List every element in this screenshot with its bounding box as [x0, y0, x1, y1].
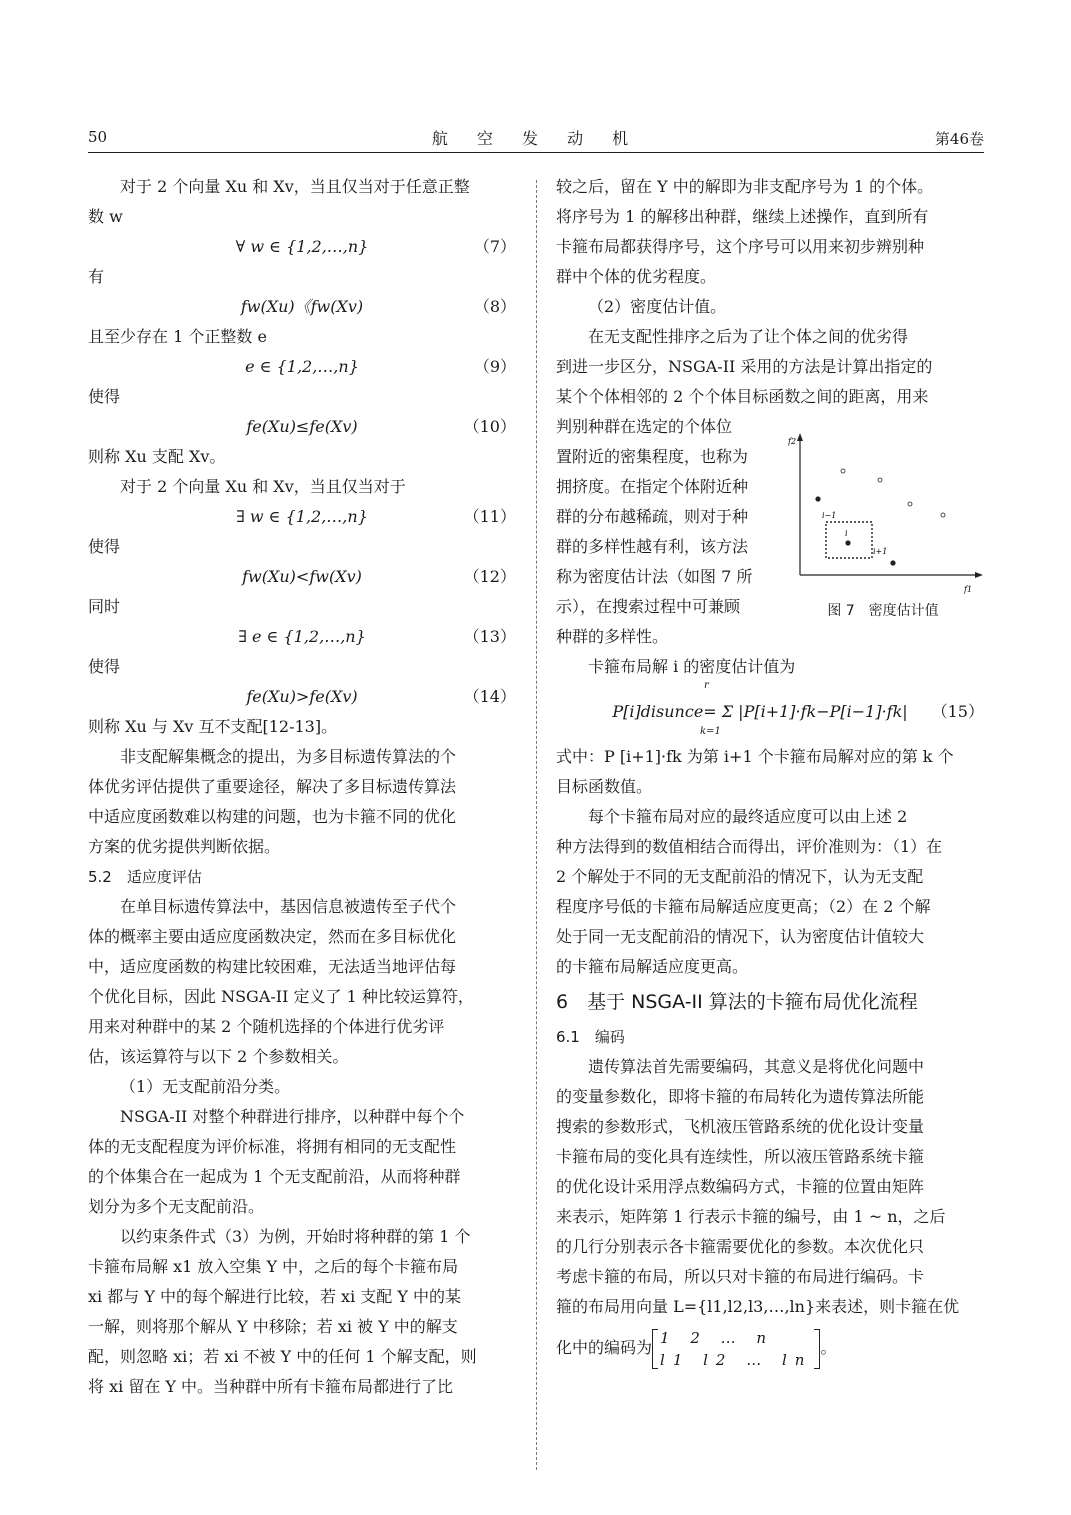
text-line: 在单目标遗传算法中，基因信息被遗传至子代个: [120, 897, 457, 916]
text-line: 每个卡箍布局对应的最终适应度可以由上述 2: [588, 807, 908, 826]
text-line: 的变量参数化，即将卡箍的布局转化为遗传算法所能: [556, 1087, 925, 1106]
text-line: 的几行分别表示各卡箍需要优化的参数。本次优化只: [556, 1237, 925, 1256]
text-line: 置附近的密集程度，也称为: [556, 447, 749, 466]
sum-lower-limit: k=1: [700, 726, 721, 737]
x-axis-label: f1: [964, 585, 973, 594]
label-i-minus-1: i−1: [822, 511, 837, 520]
individual-i-plus-1: [890, 560, 895, 565]
text-line: 将 xi 留在 Y 中。当种群中所有卡箍布局都进行了比: [88, 1377, 454, 1396]
equation-11: [88, 502, 516, 532]
section-heading-5-2: 5.2 适应度评估: [88, 868, 202, 886]
text-line: 使得: [88, 657, 121, 676]
equation-number: （15）: [931, 702, 984, 721]
population-point: [941, 513, 945, 517]
equation-body: e ∈ {1,2,…,n}: [245, 357, 359, 376]
equation-8: [88, 292, 516, 322]
text-line: 某个个体相邻的 2 个个体目标函数之间的距离，用来: [556, 387, 929, 406]
y-axis-arrow: [797, 433, 803, 441]
crowding-cuboid: [826, 522, 872, 558]
equation-7: [88, 232, 516, 262]
equation-number: （13）: [463, 627, 516, 646]
text-line: （2）密度估计值。: [588, 297, 727, 316]
equation-body: fe(Xu)>fe(Xv): [246, 687, 358, 706]
matrix-row: 1 2 … n: [660, 1328, 775, 1347]
text-line: 使得: [88, 537, 121, 556]
text-line: 在无支配性排序之后为了让个体之间的优劣得: [588, 327, 909, 346]
left-column: [88, 172, 516, 1402]
text-line: 体的无支配程度为评价标准，将拥有相同的无支配性: [88, 1137, 457, 1156]
text-line: 非支配解集概念的提出，为多目标遗传算法的个: [120, 747, 457, 766]
text-line: xi 都与 Y 中的每个解进行比较，若 xi 支配 Y 中的某: [88, 1287, 462, 1306]
equation-9: [88, 352, 516, 382]
population-point: [908, 502, 912, 506]
page-number: 50: [88, 128, 108, 146]
label-i-plus-1: i+1: [873, 547, 888, 556]
text-line: 考虑卡箍的布局，所以只对卡箍的布局进行编码。卡: [556, 1267, 925, 1286]
text-line: 体的概率主要由适应度函数决定，然而在多目标优化: [88, 927, 457, 946]
text-line: 种方法得到的数值相结合而得出，评价准则为：（1）在: [556, 837, 943, 856]
text-line: 目标函数值。: [556, 777, 653, 796]
sum-upper-limit: r: [704, 680, 709, 691]
encoding-matrix: [652, 1327, 820, 1371]
text-line: 2 个解处于不同的无支配前沿的情况下，认为无支配: [556, 867, 924, 886]
equation-number: （7）: [473, 237, 516, 256]
equation-number: （12）: [463, 567, 516, 586]
text-line: 遗传算法首先需要编码，其意义是将优化问题中: [588, 1057, 925, 1076]
text-line: 且至少存在 1 个正整数 e: [88, 327, 267, 346]
individual-i: [845, 540, 850, 545]
text-fragment: 化中的编码为: [556, 1338, 653, 1357]
text-line: 将序号为 1 的解移出种群，继续上述操作，直到所有: [556, 207, 929, 226]
text-line: 的个体集合在一起成为 1 个无支配前沿，从而将种群: [88, 1167, 461, 1186]
equation-number: （8）: [473, 297, 516, 316]
text-line: 用来对种群中的某 2 个随机选择的个体进行优劣评: [88, 1017, 445, 1036]
text-fragment: 。: [820, 1338, 837, 1357]
text-line: 箍的布局用向量 L={l1,l2,l3,…,ln}来表述，则卡箍在优: [556, 1297, 960, 1316]
section-heading-6: 6 基于 NSGA-II 算法的卡箍布局优化流程: [556, 991, 918, 1013]
text-line: 拥挤度。在指定个体附近种: [556, 477, 749, 496]
population-point: [841, 469, 845, 473]
matrix-line: [556, 1322, 984, 1374]
equation-body: fw(Xu)<fw(Xv): [242, 567, 362, 586]
text-line: 中适应度函数难以构建的问题，也为卡箍不同的优化: [88, 807, 457, 826]
equation-body: ∃ w ∈ {1,2,…,n}: [236, 507, 368, 526]
text-line: 卡箍布局的变化具有连续性，所以液压管路系统卡箍: [556, 1147, 925, 1166]
equation-body: fw(Xu)《fw(Xv): [240, 297, 364, 316]
equation-number: （14）: [463, 687, 516, 706]
x-axis-arrow: [975, 572, 983, 578]
text-line: 同时: [88, 597, 121, 616]
text-line: 来表示，矩阵第 1 行表示卡箍的编号，由 1 ~ n，之后: [556, 1207, 946, 1226]
column-divider: [536, 180, 537, 1470]
text-line: NSGA-II 对整个种群进行排序，以种群中每个个: [120, 1107, 465, 1126]
text-line: 群的多样性越有利，该方法: [556, 537, 749, 556]
text-line: 对于 2 个向量 Xu 和 Xv，当且仅当对于任意正整: [120, 177, 470, 196]
text-line: 卡箍布局解 i 的密度估计值为: [588, 657, 796, 676]
y-axis-label: f2: [788, 437, 797, 446]
equation-body: fe(Xu)≤fe(Xv): [246, 417, 358, 436]
text-line: 群的分布越稀疏，则对于种: [556, 507, 749, 526]
text-line: 个优化目标，因此 NSGA-II 定义了 1 种比较运算符，: [88, 987, 474, 1006]
text-line: 的优化设计采用浮点数编码方式，卡箍的位置由矩阵: [556, 1177, 925, 1196]
equation-10: [88, 412, 516, 442]
text-line: 则称 Xu 与 Xv 互不支配[12-13]。: [88, 717, 338, 736]
text-line: 有: [88, 267, 105, 286]
text-line: 方案的优劣提供判断依据。: [88, 837, 281, 856]
text-line: 卡箍布局解 x1 放入空集 Y 中，之后的每个卡箍布局: [88, 1257, 459, 1276]
label-i: i: [845, 529, 848, 538]
text-line: 群中个体的优劣程度。: [556, 267, 717, 286]
header-rule: [88, 152, 984, 153]
density-diagram: [788, 430, 984, 595]
text-line: 对于 2 个向量 Xu 和 Xv，当且仅当对于: [120, 477, 406, 496]
figure-caption: 图 7 密度估计值: [827, 603, 939, 619]
matrix-row: l1 l2 … ln: [660, 1350, 813, 1369]
page-header: [88, 124, 984, 154]
text-line: 判别种群在选定的个体位: [556, 417, 733, 436]
individual-i-minus-1: [815, 496, 820, 501]
text-line: 较之后，留在 Y 中的解即为非支配序号为 1 的个体。: [556, 177, 934, 196]
text-line: 估，该运算符与以下 2 个参数相关。: [88, 1047, 349, 1066]
volume-label: 第46卷: [934, 130, 984, 148]
section-heading-6-1: 6.1 编码: [556, 1028, 625, 1046]
text-line: 配，则忽略 xi；若 xi 不被 Y 中的任何 1 个解支配，则: [88, 1347, 477, 1366]
text-line: 种群的多样性。: [556, 627, 669, 646]
text-line: 数 w: [88, 207, 123, 226]
equation-body: ∀ w ∈ {1,2,…,n}: [235, 237, 369, 256]
text-line: 则称 Xu 支配 Xv。: [88, 447, 226, 466]
journal-title: 航 空 发 动 机: [431, 129, 641, 148]
equation-number: （11）: [463, 507, 516, 526]
figure-7: [788, 430, 984, 630]
text-line: 程度序号低的卡箍布局解适应度更高；（2）在 2 个解: [556, 897, 931, 916]
equation-number: （9）: [473, 357, 516, 376]
text-line: 中，适应度函数的构建比较困难，无法适当地评估每: [88, 957, 457, 976]
equation-number: （10）: [463, 417, 516, 436]
equation-15: [556, 682, 984, 742]
text-line: 处于同一无支配前沿的情况下，认为密度估计值较大: [556, 927, 925, 946]
text-line: 体优劣评估提供了重要途径，解决了多目标遗传算法: [88, 777, 457, 796]
text-line: 式中：P [i+1]·fk 为第 i+1 个卡箍布局解对应的第 k 个: [556, 747, 954, 766]
text-line: （1）无支配前沿分类。: [120, 1077, 291, 1096]
equation-13: [88, 622, 516, 652]
text-line: 称为密度估计法（如图 7 所: [556, 567, 753, 586]
text-line: 搜索的参数形式，飞机液压管路系统的优化设计变量: [556, 1117, 925, 1136]
text-line: 到进一步区分，NSGA-II 采用的方法是计算出指定的: [556, 357, 933, 376]
text-line: 划分为多个无支配前沿。: [88, 1197, 265, 1216]
equation-body: P[i]disunce= Σ |P[i+1]·fk−P[i−1]·fk|: [612, 702, 908, 721]
text-line: 一解，则将那个解从 Y 中移除；若 xi 被 Y 中的解支: [88, 1317, 458, 1336]
population-point: [878, 478, 882, 482]
equation-14: [88, 682, 516, 712]
text-line: 的卡箍布局解适应度更高。: [556, 957, 749, 976]
equation-12: [88, 562, 516, 592]
text-line: 使得: [88, 387, 121, 406]
text-line: 以约束条件式（3）为例，开始时将种群的第 1 个: [120, 1227, 471, 1246]
text-line: 示），在搜索过程中可兼顾: [556, 597, 741, 616]
equation-body: ∃ e ∈ {1,2,…,n}: [238, 627, 366, 646]
text-line: 卡箍布局都获得序号，这个序号可以用来初步辨别种: [556, 237, 925, 256]
right-column: [556, 172, 984, 1374]
